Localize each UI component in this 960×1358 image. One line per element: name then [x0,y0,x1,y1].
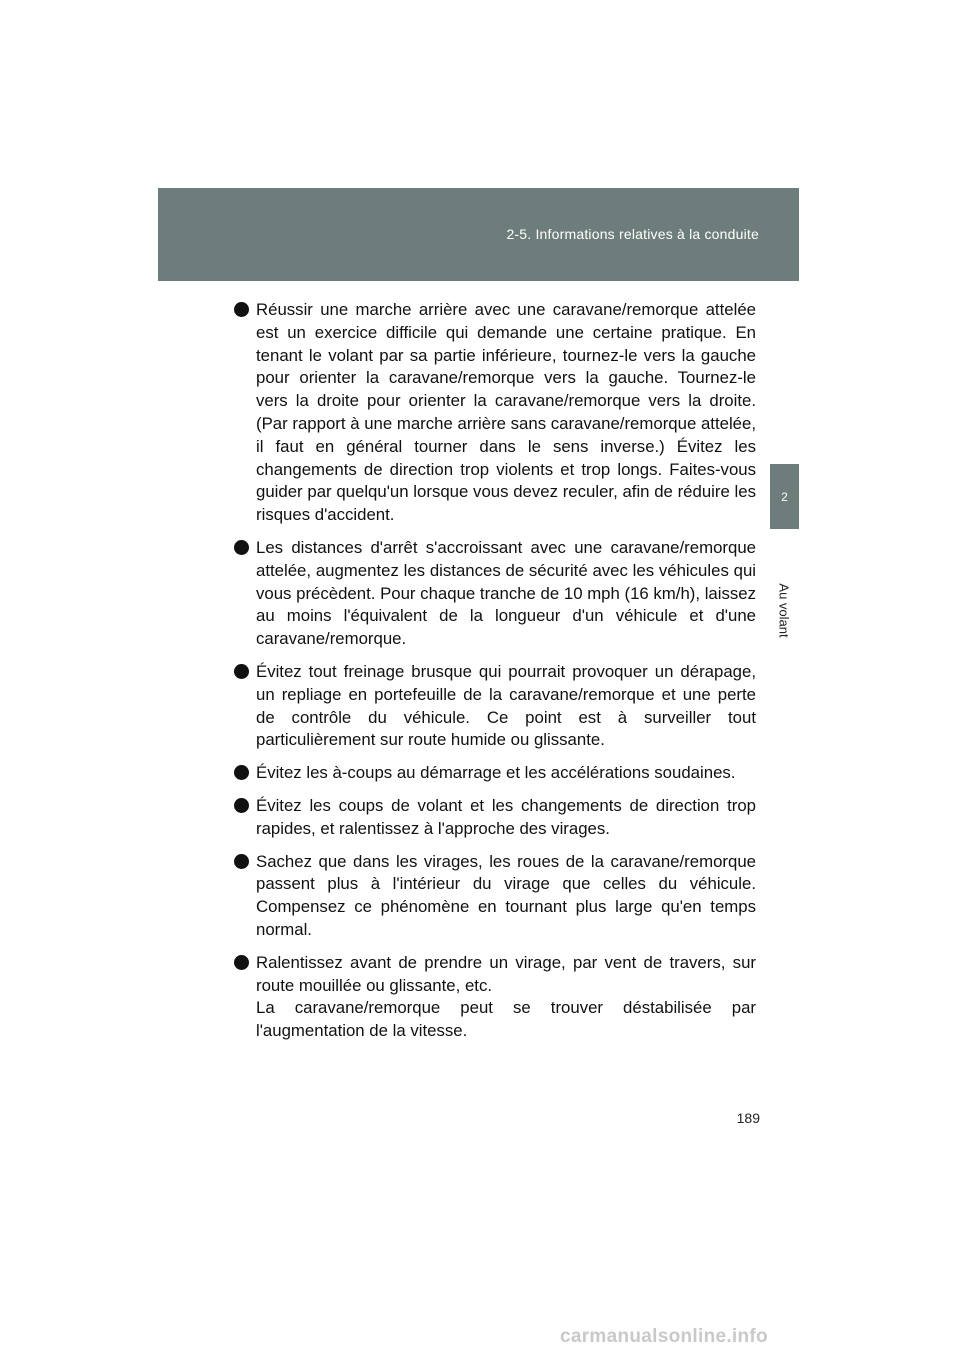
bullet-list [234,299,756,1053]
list-item-text: Évitez tout freinage brusque qui pourrait provoquer un dérapage, un repliage en portefeuille de la caravane/remorque et une perte de contrôle du véhicule. Ce point est à surveiller tout particulièrement sur route humide ou glissante. [256,661,756,750]
bullet-icon [234,664,249,679]
list-item-text: Évitez les à-coups au démarrage et les accélérations soudaines. [256,763,736,783]
chapter-number: 2 [781,490,788,504]
list-item-subtext: La caravane/remorque peut se trouver déstabilisée par l'augmentation de la vitesse. [256,998,756,1041]
list-item-text: Sachez que dans les virages, les roues de la caravane/remorque passent plus à l'intérieur du virage que celles du véhicule. Compensez ce phénomène en tournant plus large qu'en temps normal. [256,851,756,939]
watermark: carmanualsonline.info [560,1326,768,1347]
list-item-text: Réussir une marche arrière avec une caravane/remorque attelée est un exercice difficile qui demande une certaine pratique. En tenant le volant par sa partie inférieure, tournez-le vers la gauche pour orienter la caravane/remorque vers la gauche. Tournez-le vers la droite pour orienter la caravane/remorque vers la droite. (Par rapport à une marche arrière sans caravane/remorque attelée, il faut en général tourner dans le sens inverse.) Évitez les changements de direction trop violents et trop longs. Faites-vous guider par quelqu'un lorsque vous devez reculer, afin de réduire les risques d'accident. [256,300,756,525]
list-item-text: Les distances d'arrêt s'accroissant avec une caravane/remorque attelée, augmentez les distances de sécurité avec les véhicules qui vous précèdent. Pour chaque tranche de 10 mph (16 km/h), laissez au moins l'équivalent de la longueur d'un véhicule et d'une caravane/remorque. [256,537,756,649]
list-item [234,952,756,1043]
section-title: 2-5. Informations relatives à la conduite [506,226,759,242]
list-item [234,851,756,942]
list-item [234,762,756,785]
list-item [234,661,756,752]
chapter-label-text: Au volant [776,582,792,638]
bullet-icon [234,955,249,970]
bullet-icon [234,798,249,813]
bullet-icon [234,765,249,780]
bullet-icon [234,540,249,555]
list-item-text: Évitez les coups de volant et les changements de direction trop rapides, et ralentissez à l'approche des virages. [256,795,756,838]
page-number: 189 [736,1110,760,1126]
list-item [234,537,756,651]
bullet-icon [234,302,249,317]
chapter-label [773,570,795,650]
chapter-tab [770,464,799,529]
section-header-band [158,188,799,281]
list-item [234,299,756,527]
list-item [234,795,756,841]
list-item-text: Ralentissez avant de prendre un virage, par vent de travers, sur route mouillée ou glissante, etc. [256,952,756,995]
bullet-icon [234,854,249,869]
